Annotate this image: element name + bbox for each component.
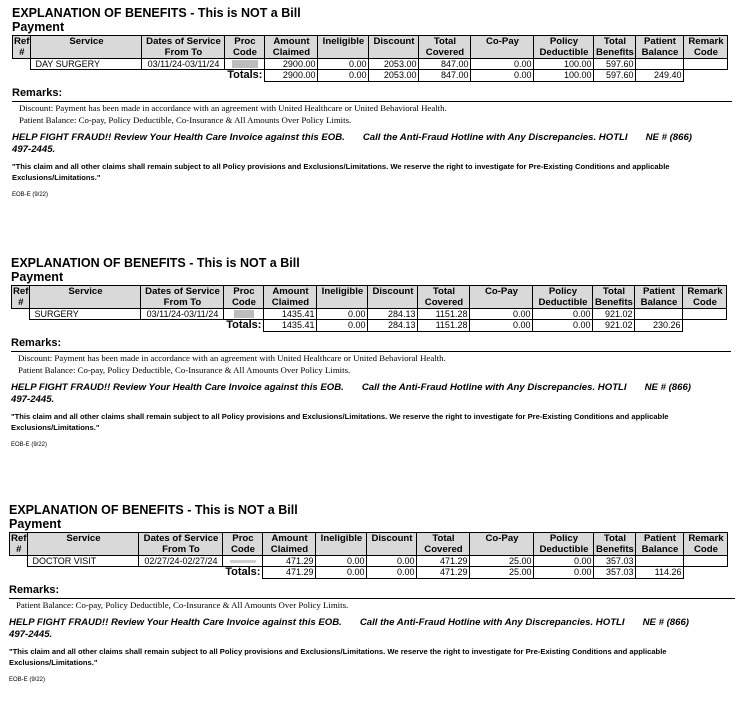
col-benefits: Total Benefits — [594, 36, 636, 59]
covered-cell: 847.00 — [419, 59, 471, 70]
dates-cell: 02/27/24-02/27/24 — [139, 556, 223, 567]
total-discount: 0.00 — [367, 567, 417, 579]
col-service: Service — [28, 533, 139, 556]
copay-cell: 0.00 — [471, 59, 534, 70]
col-proc: Proc Code — [225, 36, 265, 59]
totals-label: Totals: — [225, 566, 261, 578]
balance-cell — [636, 59, 684, 70]
total-ineligible: 0.00 — [316, 567, 367, 579]
remark-balance: Patient Balance: Co-pay, Policy Deductible, Co-Insurance & All Amounts Over Policy Limits. — [18, 364, 351, 375]
col-deductible: Policy Deductible — [533, 286, 593, 309]
header-row — [13, 36, 728, 59]
total-balance: 230.26 — [635, 320, 683, 332]
col-covered: Total Covered — [419, 36, 471, 59]
eob-title: EXPLANATION OF BENEFITS - This is NOT a Bill — [12, 6, 301, 20]
total-amount: 471.29 — [263, 567, 316, 579]
covered-cell: 1151.28 — [418, 309, 470, 320]
col-amount: Amount Claimed — [263, 533, 316, 556]
col-service: Service — [31, 36, 142, 59]
total-benefits: 597.60 — [594, 70, 636, 82]
amount-cell: 2900.00 — [265, 59, 318, 70]
proc-code-cell — [225, 59, 265, 70]
remark-balance: Patient Balance: Co-pay, Policy Deductible, Co-Insurance & All Amounts Over Policy Limits. — [19, 114, 352, 125]
col-discount: Discount — [367, 533, 417, 556]
form-code: EOB-E (9/22) — [12, 191, 49, 198]
total-covered: 471.29 — [417, 567, 470, 579]
col-ref: Ref # — [14, 36, 30, 58]
remark-balance: Patient Balance: Co-pay, Policy Deductible, Co-Insurance & All Amounts Over Policy Limits. — [16, 599, 349, 610]
col-copay: Co-Pay — [471, 36, 534, 59]
total-benefits: 357.03 — [594, 567, 636, 579]
col-ineligible: Ineligible — [318, 36, 369, 59]
total-copay: 0.00 — [470, 320, 533, 332]
discount-cell: 284.13 — [368, 309, 418, 320]
ineligible-cell: 0.00 — [316, 556, 367, 567]
fraud-notice: HELP FIGHT FRAUD!! Review Your Health Care Invoice against this EOB. Call the Anti-Fraud Hotline with Any Discrepancies. HOTLI NE # (866) 497-2445. — [9, 616, 689, 640]
benefits-cell: 597.60 — [594, 59, 636, 70]
col-dates: Dates of Service From To — [139, 533, 223, 556]
copay-cell: 0.00 — [470, 309, 533, 320]
remark-cell — [684, 556, 728, 567]
ineligible-cell: 0.00 — [318, 59, 369, 70]
col-covered: Total Covered — [418, 286, 470, 309]
balance-cell — [635, 309, 683, 320]
claim-notice: "This claim and all other claims shall remain subject to all Policy provisions and Exclusions/Limitations. We reserve the right to investigate for Pre-Existing Conditions and applicable Exclusions/Limitations." — [9, 646, 667, 667]
col-balance: Patient Balance — [635, 286, 683, 309]
totals-row — [13, 70, 728, 82]
col-ineligible: Ineligible — [316, 533, 367, 556]
deductible-cell: 0.00 — [534, 556, 594, 567]
covered-cell: 471.29 — [417, 556, 470, 567]
col-benefits: Total Benefits — [593, 286, 635, 309]
table-row — [13, 59, 728, 70]
total-balance: 114.26 — [636, 567, 684, 579]
claim-notice: "This claim and all other claims shall remain subject to all Policy provisions and Exclusions/Limitations. We reserve the right to investigate for Pre-Existing Conditions and applicable Exclusions/Limitations." — [11, 411, 669, 432]
col-discount: Discount — [368, 286, 418, 309]
proc-code-cell — [224, 309, 264, 320]
remark-agreement: Discount: Payment has been made in accordance with an agreement with United Healthcare or United Behavioral Health. — [18, 352, 446, 363]
benefits-cell: 921.02 — [593, 309, 635, 320]
col-proc: Proc Code — [223, 533, 263, 556]
col-deductible: Policy Deductible — [534, 36, 594, 59]
col-dates: Dates of Service From To — [141, 286, 224, 309]
table-row — [10, 556, 728, 567]
remarks-heading: Remarks: — [11, 336, 62, 349]
amount-cell: 1435.41 — [264, 309, 317, 320]
eob-title: EXPLANATION OF BENEFITS - This is NOT a Bill — [9, 503, 298, 517]
col-ineligible: Ineligible — [317, 286, 368, 309]
total-amount: 2900.00 — [265, 70, 318, 82]
col-remark: Remark Code — [684, 533, 728, 556]
eob-subtitle: Payment — [9, 517, 62, 531]
redacted-block — [230, 560, 256, 563]
total-benefits: 921.02 — [593, 320, 635, 332]
eob-title: EXPLANATION OF BENEFITS - This is NOT a Bill — [11, 256, 300, 270]
discount-cell: 2053.00 — [369, 59, 419, 70]
remarks-heading: Remarks: — [12, 86, 63, 99]
copay-cell: 25.00 — [470, 556, 534, 567]
header-row — [10, 533, 728, 556]
total-deductible: 0.00 — [533, 320, 593, 332]
total-deductible: 0.00 — [534, 567, 594, 579]
remark-agreement: Discount: Payment has been made in accordance with an agreement with United Healthcare or United Behavioral Health. — [19, 102, 447, 113]
eob-section-2 — [11, 256, 731, 449]
col-dates: Dates of Service From To — [142, 36, 225, 59]
eob-section-3 — [9, 503, 735, 684]
remarks-heading: Remarks: — [9, 583, 60, 596]
totals-label: Totals: — [226, 319, 262, 331]
col-ref: Ref # — [11, 533, 27, 555]
col-amount: Amount Claimed — [264, 286, 317, 309]
col-remark: Remark Code — [683, 286, 727, 309]
eob-subtitle: Payment — [12, 20, 65, 34]
service-cell: SURGERY — [30, 309, 141, 320]
benefits-table — [12, 35, 728, 82]
col-proc: Proc Code — [224, 286, 264, 309]
form-code: EOB-E (9/22) — [9, 676, 46, 683]
col-balance: Patient Balance — [636, 36, 684, 59]
col-ref: Ref # — [13, 286, 29, 308]
total-covered: 847.00 — [419, 70, 471, 82]
totals-label: Totals: — [227, 69, 263, 81]
claim-notice: "This claim and all other claims shall remain subject to all Policy provisions and Exclusions/Limitations. We reserve the right to investigate for Pre-Existing Conditions and applicable Exclusions/Limitations." — [12, 161, 670, 182]
redacted-block — [234, 310, 254, 318]
balance-cell — [636, 556, 684, 567]
fraud-notice: HELP FIGHT FRAUD!! Review Your Health Care Invoice against this EOB. Call the Anti-Fraud Hotline with Any Discrepancies. HOTLI NE # (866) 497-2445. — [12, 131, 692, 155]
total-amount: 1435.41 — [264, 320, 317, 332]
col-deductible: Policy Deductible — [534, 533, 594, 556]
col-remark: Remark Code — [684, 36, 728, 59]
redacted-block — [232, 60, 258, 68]
deductible-cell: 0.00 — [533, 309, 593, 320]
table-row — [12, 309, 727, 320]
eob-subtitle: Payment — [11, 270, 64, 284]
total-deductible: 100.00 — [534, 70, 594, 82]
benefits-table — [11, 285, 727, 332]
discount-cell: 0.00 — [367, 556, 417, 567]
benefits-table — [9, 532, 728, 579]
proc-code-cell — [223, 556, 263, 567]
total-discount: 284.13 — [368, 320, 418, 332]
total-balance: 249.40 — [636, 70, 684, 82]
totals-row — [12, 320, 727, 332]
col-copay: Co-Pay — [470, 533, 534, 556]
totals-row — [10, 567, 728, 579]
total-ineligible: 0.00 — [318, 70, 369, 82]
total-copay: 25.00 — [470, 567, 534, 579]
header-row — [12, 286, 727, 309]
remark-cell — [684, 59, 728, 70]
dates-cell: 03/11/24-03/11/24 — [141, 309, 224, 320]
col-benefits: Total Benefits — [594, 533, 636, 556]
remark-cell — [683, 309, 727, 320]
dates-cell: 03/11/24-03/11/24 — [142, 59, 225, 70]
col-discount: Discount — [369, 36, 419, 59]
deductible-cell: 100.00 — [534, 59, 594, 70]
fraud-notice: HELP FIGHT FRAUD!! Review Your Health Care Invoice against this EOB. Call the Anti-Fraud Hotline with Any Discrepancies. HOTLI NE # (866) 497-2445. — [11, 381, 691, 405]
service-cell: DAY SURGERY — [31, 59, 142, 70]
benefits-cell: 357.03 — [594, 556, 636, 567]
total-copay: 0.00 — [471, 70, 534, 82]
eob-section-1 — [12, 6, 732, 199]
col-amount: Amount Claimed — [265, 36, 318, 59]
form-code: EOB-E (9/22) — [11, 441, 48, 448]
col-copay: Co-Pay — [470, 286, 533, 309]
total-ineligible: 0.00 — [317, 320, 368, 332]
amount-cell: 471.29 — [263, 556, 316, 567]
col-covered: Total Covered — [417, 533, 470, 556]
col-service: Service — [30, 286, 141, 309]
service-cell: DOCTOR VISIT — [28, 556, 139, 567]
col-balance: Patient Balance — [636, 533, 684, 556]
total-covered: 1151.28 — [418, 320, 470, 332]
total-discount: 2053.00 — [369, 70, 419, 82]
ineligible-cell: 0.00 — [317, 309, 368, 320]
